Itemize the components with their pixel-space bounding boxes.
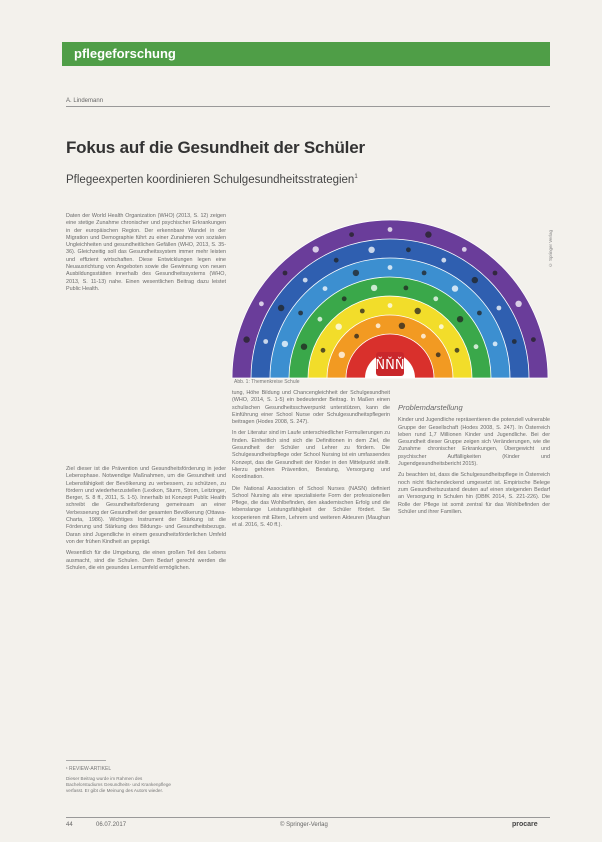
top-divider	[66, 106, 550, 107]
topic-icon	[354, 334, 359, 339]
author-line: A. Lindemann	[66, 98, 104, 104]
topic-icon	[477, 311, 482, 316]
footnote-divider	[66, 760, 106, 761]
topic-icon	[422, 271, 427, 276]
column-1-bottom	[66, 466, 226, 738]
bottom-divider	[66, 817, 550, 818]
article-subtitle	[66, 174, 358, 186]
paragraph: In der Literatur sind im Laufe unterschiedlicher Formulierungen zu finden. Einheitlich sind sich die Definitionen in dem Ziel, die Gesundheit der Schüler und Lehrer zu fördern. Die Schulgesundheitspflege oder School Nursing ist ein umfassendes Konzept, das die Gesundheit der Kinder in den Mittelpunkt stellt. Hierzu gehören Prävention, Beratung, Versorgung und Koordination.	[232, 430, 390, 481]
school-topics-figure	[230, 202, 550, 382]
topic-icon	[531, 337, 536, 342]
subtitle-footnote-marker: 1	[354, 174, 358, 181]
topic-icon	[441, 258, 446, 263]
topic-icon	[321, 348, 326, 353]
topic-icon	[298, 311, 303, 316]
topic-icon	[368, 247, 374, 253]
section-header: pflegeforschung	[62, 42, 550, 66]
topic-icon	[425, 231, 431, 237]
topic-icon	[339, 352, 345, 358]
page-number: 44	[66, 822, 73, 828]
figure-credit: © Springer Verlag	[548, 230, 553, 268]
topic-icon	[515, 301, 521, 307]
paragraph: Daten der World Health Organization (WHO) (2013, S. 12) zeigen eine stetige Zunahme chronischer und psychischer Erkrankungen in der europäischen Region. Der erkennbare Wandel in der Migration und Demographie führt zu einer Zunahme von sozialen Ungleichheiten und gesundheitlichen Gefällen (WHO, 2013, S. 35-36). Gleichzeitig soll das Gesundheitssystem immer mehr leisten und effizient wirtschaften. Diese Entwicklungen legen eine Neuausrichtung von Angeboten sowie die Gewinnung von neuen Ausbildungsstätten innerhalb des Gesundheitssystems (WHO, 2013, S. 11-13) nahe. Einen wesentlichen Beitrag dazu leistet Public Health.	[66, 213, 226, 292]
topic-icon	[388, 265, 393, 270]
topic-icon	[353, 270, 359, 276]
topic-icon	[342, 296, 347, 301]
paragraph: Ziel dieser ist die Prävention und Gesundheitsförderung in jeder Lebensphase. Notwendige Maßnahmen, um die Gesundheit und Lebensfähigkeit der Bevölkerung zu verbessern, zu schützen, zu fördern und wiederherzustellen (Lexikon, Sturm, Strom, Leitzinger, Berger, S. 8 ff., 2011, S. 1-5). Innerhalb ist Konzept Public Health schreibt die Gesundheitsförderung gemeinsam an einer Verbesserung der Gesundheit der gesamten Bevölkerung (Ottawa-Charta, 1986). Wichtiges Instrument der Stärkung ist die Förderung und Stärkung des Bildungs- und Gesundheitsbezugs. Daran sind Jugendliche in einem gesundheitsförderlichen Umfeld von der frühen Kindheit an geprägt.	[66, 466, 226, 545]
topic-icon	[301, 344, 307, 350]
topic-icon	[278, 305, 284, 311]
topic-icon	[388, 303, 393, 308]
topic-icon	[243, 336, 249, 342]
center-figure-label: ŇŇŇ	[375, 358, 405, 373]
topic-icon	[388, 227, 393, 232]
topic-icon	[497, 306, 502, 311]
topic-icon	[263, 339, 268, 344]
figure-caption: Abb. 1: Themenkreise Schule	[234, 379, 300, 385]
topic-icon	[493, 271, 498, 276]
topic-icon	[421, 334, 426, 339]
paragraph: Kinder und Jugendliche repräsentieren die potenziell vulnerable Gruppe der Gesellschaft (Hodes 2008, S. 247). In Österreich leben rund 1,7 Millionen Kinder und Jugendliche. Bei der Gesundheit dieser Gruppe zeigen sich Veränderungen, wie die Zunahme chronischer Erkrankungen, Übergewicht und psychischer Auffälligkeiten (Kinder und Jugendgesundheitsbericht 2015).	[398, 417, 550, 468]
topic-icon	[349, 232, 354, 237]
topic-icon	[406, 247, 411, 252]
topic-icon	[303, 278, 308, 283]
paragraph: tung, Höhe Bildung und Chancengleichheit der Schulgesundheit (WHO, 2014, S. 1-5) ein bedeutender Beitrag. In Maßen einen schulischen Gesundheitsschwerpunkt unterstützen, kann die Einführung einer School Nurse oder Schulgesundheitspflegerin beitragen (Hodes 2008, S. 247).	[232, 390, 390, 426]
paragraph: Zu beachten ist, dass die Schulgesundheitspflege in Österreich noch nicht flächendeckend umgesetzt ist. Empirische Belege zum Gesundheitszustand deuten auf einen steigenden Bedarf an Versorgung in Schulen hin (DBfK 2014, S. 221-226). Die Rolle der Pflege ist somit zentral für das Wohlbefinden der Schüler und ihrer Familien.	[398, 472, 550, 515]
topic-icon	[334, 258, 339, 263]
topic-icon	[439, 324, 444, 329]
topic-icon	[462, 247, 467, 252]
subtitle-text: Pflegeexperten koordinieren Schulgesundheitsstrategien	[66, 174, 355, 186]
topic-icon	[455, 348, 460, 353]
topic-icon	[371, 285, 377, 291]
topic-icon	[376, 323, 381, 328]
footnote-body: Dieser Beitrag wurde im Rahmen des Bachelorstudiums Gesundheits- und Krankenpflege verfasst. Er gibt die Meinung des Autors wieder.	[66, 776, 171, 793]
topic-icon	[404, 286, 409, 291]
topic-icon	[472, 277, 478, 283]
topic-icon	[452, 285, 458, 291]
topic-icon	[415, 308, 421, 314]
topic-icon	[313, 246, 319, 252]
topic-icon	[259, 301, 264, 306]
column-1-top	[66, 213, 226, 459]
journal-brand: procare	[512, 821, 538, 828]
section-heading: Problemdarstellung	[398, 404, 463, 412]
issue-date: 06.07.2017	[96, 822, 127, 828]
topic-icon	[493, 342, 498, 347]
topic-icon	[318, 317, 323, 322]
column-2	[232, 390, 390, 758]
topic-icon	[512, 339, 517, 344]
topic-icon	[457, 316, 463, 322]
topic-icon	[474, 344, 479, 349]
article-title: Fokus auf die Gesundheit der Schüler	[66, 138, 365, 157]
topic-icon	[360, 309, 365, 314]
publisher: © Springer-Verlag	[280, 822, 328, 828]
topic-icon	[433, 296, 438, 301]
topic-icon	[436, 352, 441, 357]
topic-icon	[282, 341, 288, 347]
paragraph: Die National Association of School Nurses (NASN) definiert School Nursing als eine spezialisierte Form der professionellen Pflege, die das Wohlbefinden, den akademischen Erfolg und die lebenslange Leistungsfähigkeit der Schüler fördert. Sie kooperieren mit Eltern, Lehrern und weiteren Akteuren (Maughan et al. 2016, S. 40 ff.).	[232, 485, 390, 529]
paragraph: Wesentlich für die Umgebung, die einen großen Teil des Lebens ausmacht, sind die Schulen. Dem Bedarf gerecht werden die Schulen, die ein gesundes Lernumfeld ermöglichen.	[66, 550, 226, 571]
topic-icon	[336, 324, 342, 330]
column-3	[398, 404, 550, 758]
topic-icon	[399, 323, 405, 329]
rainbow-diagram	[230, 202, 550, 382]
topic-icon	[323, 286, 328, 291]
footnote-title: ¹ REVIEW-ARTIKEL	[66, 766, 112, 772]
topic-icon	[283, 271, 288, 276]
